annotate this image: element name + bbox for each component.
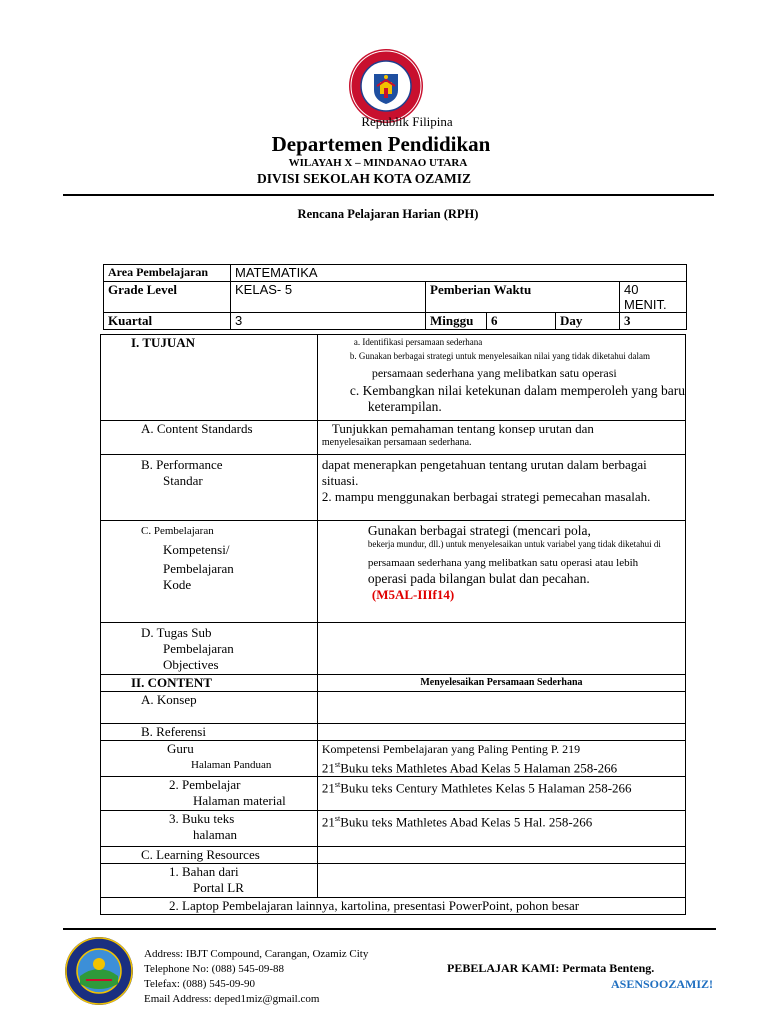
tugas-content	[317, 623, 685, 675]
performance-label-line-2: Standar	[163, 473, 203, 488]
tugas-label-line-1: D. Tugas Sub	[141, 625, 212, 640]
footer-slogan: PEBELAJAR KAMI: Permata Benteng.	[447, 961, 655, 975]
tujuan-content	[317, 335, 685, 421]
footer-telefax: Telefax: (088) 545-09-90	[144, 978, 256, 990]
buku-label-line-1: 3. Buku teks	[169, 811, 235, 827]
content-standards-line-1: Tunjukkan pemahaman tentang konsep urutan dan	[331, 421, 594, 436]
pelajar-label-line-2: Halaman material	[193, 793, 286, 809]
guru-content	[317, 741, 685, 777]
pelajar-value: 21stBuku teks Century Mathletes Kelas 5 Halaman 258-266	[317, 777, 685, 811]
pelajar-label	[101, 777, 318, 811]
objective-b-cont: persamaan sederhana yang melibatkan satu operasi	[371, 366, 617, 380]
day-label: Day	[556, 313, 620, 330]
content-standards-line-2: menyelesaikan persamaan sederhana.	[321, 437, 472, 448]
content-value: Menyelesaikan Persamaan Sederhana	[317, 675, 685, 692]
performance-label-line-1: B. Performance	[141, 457, 223, 472]
konsep-label: A. Konsep	[101, 692, 318, 724]
kompetensi-label	[101, 521, 318, 623]
quarter-value: 3	[231, 313, 426, 330]
kompetensi-content	[317, 521, 685, 623]
performance-line-3: 2. mampu menggunakan berbagai strategi pemecahan masalah.	[321, 489, 651, 504]
buku-label	[101, 811, 318, 847]
document-title: Rencana Pelajaran Harian (RPH)	[297, 207, 479, 221]
division-label: DIVISI SEKOLAH KOTA OZAMIZ	[257, 171, 471, 186]
tugas-label-line-2: Pembelajaran	[163, 641, 234, 656]
objective-c-cont: keterampilan.	[367, 399, 442, 414]
kompetensi-line-4: operasi pada bilangan bulat dan pecahan.	[367, 571, 590, 586]
day-value: 3	[620, 313, 687, 330]
guru-label-line-2: Halaman Panduan	[191, 759, 272, 771]
kompetensi-line-3: persamaan sederhana yang melibatkan satu operasi atau lebih	[367, 557, 639, 569]
footer-tagline: ASENSOOZAMIZ!	[611, 977, 714, 991]
bahan-label-line-2: Portal LR	[193, 880, 244, 896]
guru-line-1: Kompetensi Pembelajaran yang Paling Penting P. 219	[321, 742, 581, 756]
tujuan-label: I. TUJUAN	[101, 335, 318, 421]
content-standards-content	[317, 421, 685, 455]
guru-label-line-1: Guru	[167, 741, 194, 756]
header-divider	[63, 194, 714, 196]
learning-resources-label: C. Learning Resources	[101, 847, 318, 864]
content-label: II. CONTENT	[101, 675, 318, 692]
info-table	[103, 264, 687, 330]
area-label: Area Pembelajaran	[104, 265, 231, 282]
footer-email: Email Address: deped1miz@gmail.com	[144, 993, 320, 1005]
footer-address-block	[144, 947, 368, 1007]
kompetensi-line-1: Gunakan berbagai strategi (mencari pola,	[367, 523, 591, 538]
referensi-content	[317, 724, 685, 741]
performance-label	[101, 455, 318, 521]
deped-seal-logo	[348, 48, 424, 124]
bahan-label-line-1: 1. Bahan dari	[169, 864, 239, 880]
pelajar-label-line-1: 2. Pembelajar	[169, 777, 241, 793]
performance-content	[317, 455, 685, 521]
kompetensi-label-line-4: Kode	[163, 577, 192, 592]
competency-code: (M5AL-IIIf14)	[371, 587, 455, 602]
republic-label: Republik Filipina	[361, 114, 453, 129]
objective-c: c. Kembangkan nilai ketekunan dalam memperoleh yang baru	[349, 383, 685, 398]
division-seal-logo	[64, 936, 134, 1006]
department-title: Departemen Pendidikan	[271, 132, 491, 156]
time-label: Pemberian Waktu	[426, 282, 620, 313]
learning-resources-content	[317, 847, 685, 864]
kompetensi-label-line-2: Kompetensi/	[163, 542, 230, 557]
lesson-plan-table	[100, 334, 686, 915]
bahan-content	[317, 864, 685, 898]
footer-address: Address: IBJT Compound, Carangan, Ozamiz City	[144, 948, 369, 960]
area-value: MATEMATIKA	[231, 265, 687, 282]
kompetensi-line-2: bekerja mundur, dll.) untuk menyelesaikan untuk variabel yang tidak diketahui di	[367, 539, 661, 549]
content-standards-label: A. Content Standards	[101, 421, 318, 455]
tugas-label-line-3: Objectives	[163, 657, 219, 672]
kompetensi-label-line-1: C. Pembelajaran	[141, 525, 214, 537]
guru-line-2: 21stBuku teks Mathletes Abad Kelas 5 Halaman 258-266	[321, 760, 618, 776]
performance-line-2: situasi.	[321, 473, 359, 488]
grade-value: KELAS- 5	[231, 282, 426, 313]
guru-label	[101, 741, 318, 777]
objective-a: a. Identifikasi persamaan sederhana	[353, 337, 483, 347]
buku-label-line-2: halaman	[193, 827, 238, 843]
footer-divider	[63, 928, 716, 930]
bahan-label	[101, 864, 318, 898]
region-label: WILAYAH X – MINDANAO UTARA	[288, 157, 468, 169]
quarter-label: Kuartal	[104, 313, 231, 330]
konsep-content	[317, 692, 685, 724]
performance-line-1: dapat menerapkan pengetahuan tentang urutan dalam berbagai	[321, 457, 647, 472]
time-value: 40 MENIT.	[620, 282, 687, 313]
buku-value: 21stBuku teks Mathletes Abad Kelas 5 Hal. 258-266	[317, 811, 685, 847]
footer-telephone: Telephone No: (088) 545-09-88	[144, 963, 285, 975]
referensi-label: B. Referensi	[101, 724, 318, 741]
kompetensi-label-line-3: Pembelajaran	[163, 561, 234, 576]
week-label: Minggu	[426, 313, 487, 330]
tugas-label	[101, 623, 318, 675]
objective-b: b. Gunakan berbagai strategi untuk menyelesaikan nilai yang tidak diketahui dalam	[349, 351, 651, 361]
laptop-row: 2. Laptop Pembelajaran lainnya, kartolina, presentasi PowerPoint, pohon besar	[101, 898, 686, 915]
week-value: 6	[487, 313, 556, 330]
grade-label: Grade Level	[104, 282, 231, 313]
